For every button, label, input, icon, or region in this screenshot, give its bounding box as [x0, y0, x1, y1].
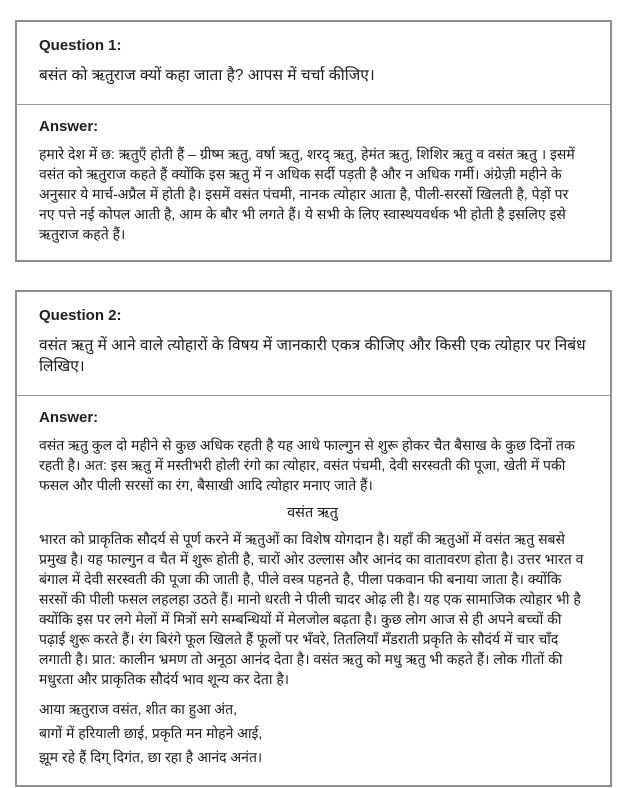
poem	[39, 697, 586, 769]
essay-body-paragraph: भारत को प्राकृतिक सौदर्य से पूर्ण करने में ऋतुओं का विशेष योगदान है। यहाँ की ऋतुओं में वसंत ऋतु सबसे प्रमुख है। यह फाल्गुन व चैत में शुरू होती है, चारों ओर उल्लास और आनंद का वातावरण होता है। उत्तर भारत व बंगाल में देवी सरस्वती की पूजा की जाती है, पीले वस्त्र पहनते है, पीला पकवान फी बनाया जाता है। क्योंकि सरसों की पीली फसल लहलहा उठते हैं। मानो धरती ने पीली चादर ओढ़ ली है। यह एक सामाजिक त्योहार भी है क्योंकि इस पर लगे मेलों में मित्रों सगे सम्बन्धियों में मेलजोल बढ़ता है। कुछ लोग आज से ही अपने बच्चों की पढ़ाई शुरू करते हैं। रंग बिरंगे फूल खिलते हैं फूलों पर भँवरे, तितलियाँ मँडराती प्रकृति के सौदंर्य में चार चाँद लगाती है। प्रात: कालीन भ्रमण तो अनूठा आनंद देता है। वसंत ऋतु को मधु ऋतु भी कहते हैं। लोक गीतों की मधुरता और प्राकृतिक सौदंर्य भाव शून्य कर देता है।	[39, 531, 584, 687]
essay-title: वसंत ऋतु	[287, 505, 338, 521]
answer-2-intro-paragraph: वसंत ऋतु कुल दो महीने से कुछ अधिक रहती है यह आधे फाल्गुन से शुरू होकर चैत बैसाख के कुछ दिनों तक रहती है। अत: इस ऋतु में मस्तीभरी होली रंगो का त्योहार, वसंत पंचमी, देवी सरस्वती की पूजा, खेती में पकी फसल और पीली सरसों का रंग, बैसाखी आदि त्योहार मनाए जाते हैं।	[39, 437, 575, 493]
question-2-label: Question 2:	[39, 307, 122, 324]
poem-line: आया ऋतुराज वसंत, शीत का हुआ अंत,	[39, 701, 237, 717]
question-2-section	[17, 292, 610, 396]
answer-1-paragraph: हमारे देश में छ: ऋतुएँ होती हैं – ग्रीष्म ऋतु, वर्षा ऋतु, शरद् ऋतु, हेमंत ऋतु, शिशिर ऋतु व वसंत ऋतु । इसमें वसंत को ऋतुराज कहते हैं क्योंकि इस ऋतु में न अधिक सर्दी पड़ती है और न अधिक गर्मी। अंग्रेज़ी महीने के अनुसार ये मार्च-अप्रैल में होती है। इसमें वसंत पंचमी, नानक त्योहार आता है, पीली-सरसों खिलती है, पेड़ों पर नए पत्ते नई कोपल आती है, आम के बौर भी लगते हैं। ये सभी के लिए स्वास्थयवर्धक भी होती है इसलिए इसे ऋतुराज कहते हैं।	[39, 146, 575, 242]
question-1-text: बसंत को ऋतुराज क्यों कहा जाता है? आपस में चर्चा कीजिए।	[39, 67, 375, 84]
question-1-label: Question 1:	[39, 37, 122, 54]
question-1-card	[15, 20, 612, 262]
answer-2-label: Answer:	[39, 409, 99, 426]
poem-line: बागों में हरियाली छाई, प्रकृति मन मोहने आई,	[39, 725, 263, 741]
question-2-text: वसंत ऋतु में आने वाले त्योहारों के विषय में जानकारी एकत्र कीजिए और किसी एक त्योहार पर निबंध लिखिए।	[39, 337, 586, 375]
poem-line: झूम रहे हैं दिग् दिगंत, छा रहा है आनंद अनंत।	[39, 749, 263, 765]
answer-2-section	[17, 396, 610, 785]
question-2-card	[15, 290, 612, 787]
question-1-section	[17, 22, 610, 105]
answer-1-section	[17, 105, 610, 260]
answer-1-label: Answer:	[39, 118, 99, 135]
